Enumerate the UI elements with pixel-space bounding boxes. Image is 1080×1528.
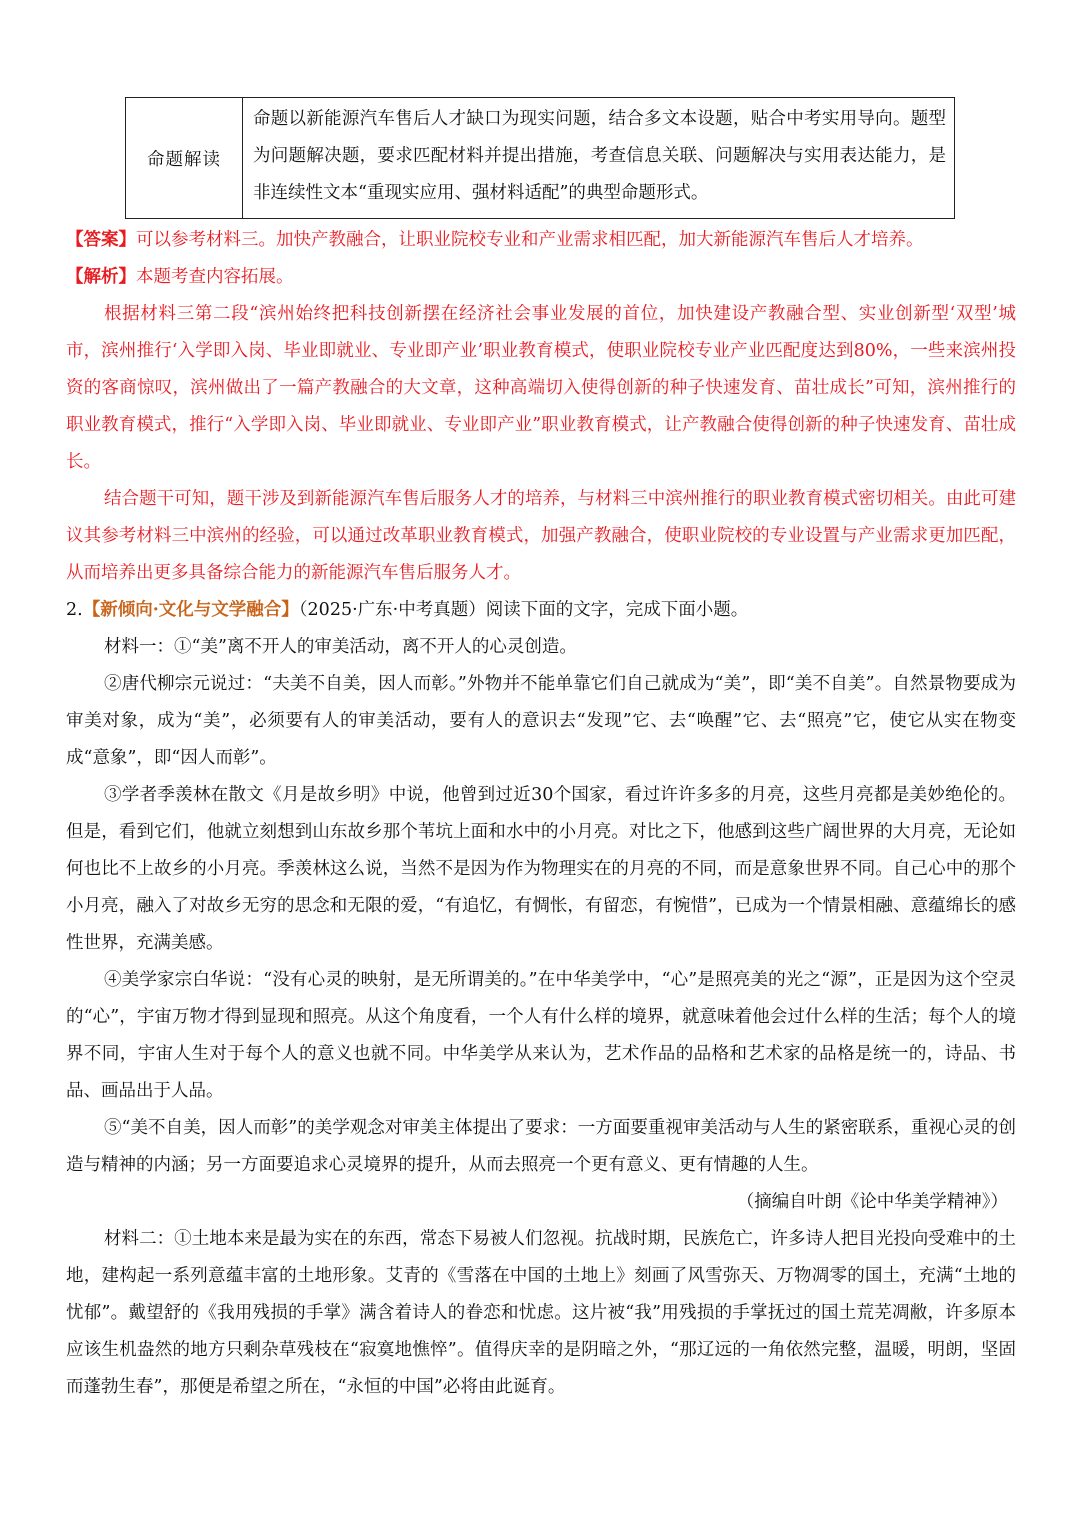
interpretation-text: 命题以新能源汽车售后人才缺口为现实问题，结合多文本设题，贴合中考实用导向。题型为问题解决题，要求匹配材料并提出措施，考查信息关联、问题解决与实用表达能力，是非连续性文本“重现实应用、强材料适配”的典型命题形式。 [243, 98, 955, 219]
answer-tag: 【答案】 [66, 230, 136, 250]
analysis-paragraph-2: 结合题干可知，题干涉及到新能源汽车售后服务人才的培养，与材料三中滨州推行的职业教育模式密切相关。由此可建议其参考材料三中滨州的经验，可以通过改革职业教育模式，加强产教融合，使职业院校的专业设置与产业需求更加匹配，从而培养出更多具备综合能力的新能源汽车售后服务人才。 [66, 489, 1016, 583]
material-1-para-1: 材料一：①“美”离不开人的审美活动，离不开人的心灵创造。 [104, 637, 577, 657]
question-2-heading [66, 592, 1016, 629]
answer-text: 可以参考材料三。加快产教融合，让职业院校专业和产业需求相匹配，加大新能源汽车售后人才培养。 [136, 230, 924, 250]
analysis-line [66, 259, 1016, 296]
material-1-para-4: ④美学家宗白华说：“没有心灵的映射，是无所谓美的。”在中华美学中，“心”是照亮美的光之“源”，正是因为这个空灵的“心”，宇宙万物才得到显现和照亮。从这个角度看，一个人有什么样的境界，就意味着他会过什么样的生活；每个人的境界不同，宇宙人生对于每个人的意义也就不同。中华美学从来认为，艺术作品的品格和艺术家的品格是统一的，诗品、书品、画品出于人品。 [66, 970, 1016, 1101]
question-source: （2025·广东·中考真题） [298, 600, 486, 620]
material-1-para-3: ③学者季羡林在散文《月是故乡明》中说，他曾到过近30个国家，看过许许多多的月亮，这些月亮都是美妙绝伦的。但是，看到它们，他就立刻想到山东故乡那个苇坑上面和水中的小月亮。对比之下，他感到这些广阔世界的大月亮，无论如何也比不上故乡的小月亮。季羡林这么说，当然不是因为作为物理实在的月亮的不同，而是意象世界不同。自己心中的那个小月亮，融入了对故乡无穷的思念和无限的爱，“有追忆，有惆怅，有留恋，有惋惜”，已成为一个情景相融、意蕴绵长的感性世界，充满美感。 [66, 785, 1016, 953]
analysis-paragraph-1: 根据材料三第二段“滨州始终把科技创新摆在经济社会事业发展的首位，加快建设产教融合型、实业创新型‘双型’城市，滨州推行‘入学即入岗、毕业即就业、专业即产业’职业教育模式，使职业院校专业产业匹配度达到80%，一些来滨州投资的客商惊叹，滨州做出了一篇产教融合的大文章，这种高端切入使得创新的种子快速发育、苗壮成长”可知，滨州推行的职业教育模式，推行“入学即入岗、毕业即就业、专业即产业”职业教育模式，让产教融合使得创新的种子快速发育、苗壮成长。 [66, 304, 1016, 472]
analysis-tag: 【解析】 [66, 267, 136, 287]
question-tag: 【新倾向·文化与文学融合】 [82, 600, 299, 620]
question-number: 2. [66, 600, 83, 620]
analysis-intro: 本题考查内容拓展。 [136, 267, 294, 287]
question-2-section [66, 592, 1016, 1406]
answer-line [66, 222, 1016, 259]
interpretation-table [125, 97, 955, 219]
material-1-para-5: ⑤“美不自美，因人而彰”的美学观念对审美主体提出了要求：一方面要重视审美活动与人生的紧密联系，重视心灵的创造与精神的内涵；另一方面要追求心灵境界的提升，从而去照亮一个更有意义、更有情趣的人生。 [66, 1118, 1016, 1175]
answer-analysis-section [66, 222, 1016, 592]
interpretation-label: 命题解读 [126, 98, 243, 219]
material-1-para-2: ②唐代柳宗元说过：“夫美不自美，因人而彰。”外物并不能单靠它们自己就成为“美”，即“美不自美”。自然景物要成为审美对象，成为“美”，必须要有人的审美活动，要有人的意识去“发现”它、去“唤醒”它、去“照亮”它，使它从实在物变成“意象”，即“因人而彰”。 [66, 674, 1016, 768]
material-2-para-1: 材料二：①土地本来是最为实在的东西，常态下易被人们忽视。抗战时期，民族危亡，许多诗人把目光投向受难中的土地，建构起一系列意蕴丰富的土地形象。艾青的《雪落在中国的土地上》刻画了风雪弥天、万物凋零的国土，充满“土地的忧郁”。戴望舒的《我用残损的手掌》满含着诗人的眷恋和忧虑。这片被“我”用残损的手掌抚过的国土荒芜凋敝，许多原本应该生机盎然的地方只剩杂草残枝在“寂寞地憔悴”。值得庆幸的是阴暗之外，“那辽远的一角依然完整，温暖，明朗，坚固而蓬勃生春”，那便是希望之所在，“永恒的中国”必将由此诞育。 [66, 1229, 1016, 1397]
material-1-source: （摘编自叶朗《论中华美学精神》） [736, 1192, 1008, 1212]
question-prompt: 阅读下面的文字，完成下面小题。 [485, 600, 749, 620]
